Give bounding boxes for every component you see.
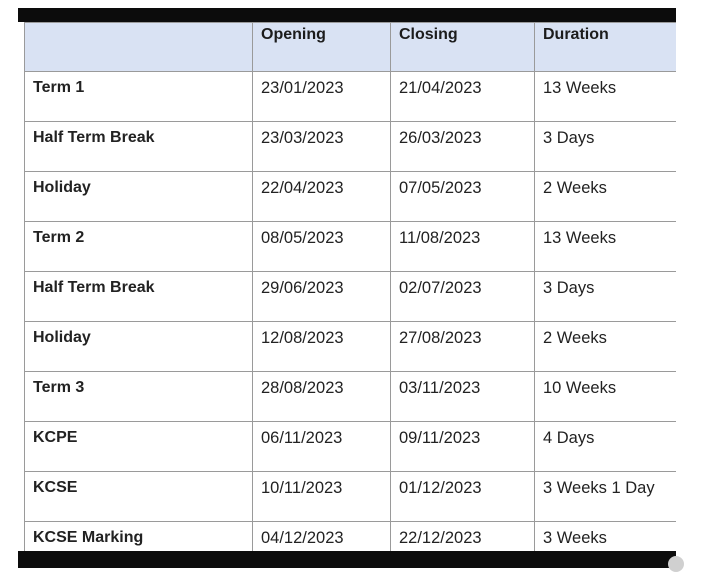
cell-closing: 26/03/2023	[391, 122, 535, 172]
cell-closing: 09/11/2023	[391, 422, 535, 472]
cell-event: Half Term Break	[25, 272, 253, 322]
cell-closing: 27/08/2023	[391, 322, 535, 372]
cell-event: Holiday	[25, 172, 253, 222]
table-row	[25, 372, 677, 422]
cell-duration: 3 Days	[535, 272, 677, 322]
cell-event: Half Term Break	[25, 122, 253, 172]
cell-closing: 03/11/2023	[391, 372, 535, 422]
header-opening: Opening	[253, 23, 391, 72]
cell-duration: 13 Weeks	[535, 222, 677, 272]
corner-shadow-decoration	[668, 556, 684, 572]
cell-opening: 23/03/2023	[253, 122, 391, 172]
cell-closing: 21/04/2023	[391, 72, 535, 122]
cell-opening: 04/12/2023	[253, 522, 391, 552]
cell-event: KCPE	[25, 422, 253, 472]
cell-event: Term 3	[25, 372, 253, 422]
cell-event: Term 1	[25, 72, 253, 122]
cell-event: KCSE Marking	[25, 522, 253, 552]
cell-event: KCSE	[25, 472, 253, 522]
calendar-table-container	[24, 22, 676, 551]
table-row	[25, 272, 677, 322]
table-row	[25, 472, 677, 522]
cell-closing: 22/12/2023	[391, 522, 535, 552]
table-row	[25, 222, 677, 272]
school-calendar-table	[24, 22, 676, 551]
table-row	[25, 422, 677, 472]
table-row	[25, 522, 677, 552]
table-row	[25, 122, 677, 172]
bottom-frame-bar	[18, 551, 676, 568]
header-event	[25, 23, 253, 72]
cell-closing: 02/07/2023	[391, 272, 535, 322]
cell-opening: 12/08/2023	[253, 322, 391, 372]
cell-opening: 10/11/2023	[253, 472, 391, 522]
cell-opening: 29/06/2023	[253, 272, 391, 322]
header-closing: Closing	[391, 23, 535, 72]
header-duration: Duration	[535, 23, 677, 72]
cell-duration: 3 Days	[535, 122, 677, 172]
cell-opening: 08/05/2023	[253, 222, 391, 272]
cell-duration: 13 Weeks	[535, 72, 677, 122]
table-row	[25, 322, 677, 372]
cell-closing: 07/05/2023	[391, 172, 535, 222]
cell-opening: 28/08/2023	[253, 372, 391, 422]
top-frame-bar	[18, 8, 676, 22]
cell-duration: 3 Weeks	[535, 522, 677, 552]
cell-opening: 06/11/2023	[253, 422, 391, 472]
cell-duration: 2 Weeks	[535, 172, 677, 222]
cell-duration: 2 Weeks	[535, 322, 677, 372]
cell-closing: 11/08/2023	[391, 222, 535, 272]
cell-opening: 22/04/2023	[253, 172, 391, 222]
table-header-row	[25, 23, 677, 72]
cell-duration: 3 Weeks 1 Day	[535, 472, 677, 522]
table-row	[25, 72, 677, 122]
table-row	[25, 172, 677, 222]
cell-event: Holiday	[25, 322, 253, 372]
cell-closing: 01/12/2023	[391, 472, 535, 522]
cell-duration: 4 Days	[535, 422, 677, 472]
cell-duration: 10 Weeks	[535, 372, 677, 422]
cell-event: Term 2	[25, 222, 253, 272]
cell-opening: 23/01/2023	[253, 72, 391, 122]
